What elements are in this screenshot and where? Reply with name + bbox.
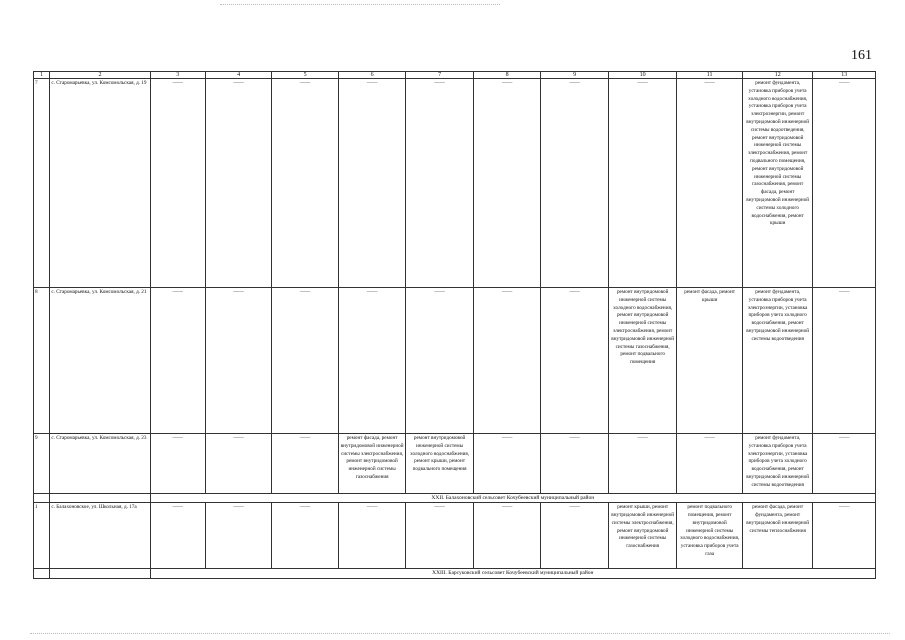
empty-dash: —— [406, 79, 474, 288]
scan-artifact-bottom [30, 632, 890, 634]
empty-dash: —— [473, 503, 541, 569]
empty-dash: —— [150, 288, 205, 434]
row-number: 9 [34, 434, 50, 494]
section-title: XXII. Балахоновский сельсовет Кочубеевский муниципальный район [150, 494, 875, 503]
table-row [34, 434, 876, 494]
table-row [34, 288, 876, 434]
row-address: с. Старомарьевка, ул. Комсомольская, д. 21 [50, 288, 150, 434]
empty-dash: —— [205, 79, 272, 288]
column-number-row [34, 72, 876, 79]
empty-dash: —— [677, 434, 742, 494]
empty-dash: —— [272, 288, 339, 434]
empty-dash: —— [338, 503, 406, 569]
empty-dash: —— [473, 288, 541, 434]
empty-dash: —— [813, 503, 876, 569]
col-header: 13 [813, 72, 876, 79]
empty-dash: —— [608, 434, 677, 494]
empty-dash: —— [813, 434, 876, 494]
empty-dash: —— [541, 79, 609, 288]
empty-dash: —— [541, 503, 609, 569]
col-header: 11 [677, 72, 742, 79]
work-list: ремонт фундамента, установка приборов учета холодного водоснабжения, установка приборов учета электроэнергии, ремонт внутридомовой инженерной системы водоотведения, ремонт внутридомовой инженерной системы электроснабжения, ремонт подвального помещения, ремонт внутридомовой инженерной системы газоснабжения, ремонт фасада, ремонт внутридомовой инженерной системы холодного водоснабжения, ремонт крыши [742, 79, 813, 288]
empty-dash: —— [150, 79, 205, 288]
empty-dash: —— [338, 79, 406, 288]
section-header-row [34, 569, 876, 578]
empty-dash: —— [813, 288, 876, 434]
empty-dash: —— [205, 503, 272, 569]
col-header: 1 [34, 72, 50, 79]
work-list: ремонт фасада, ремонт крыши [677, 288, 742, 434]
empty-dash: —— [473, 79, 541, 288]
scan-artifact-top [220, 0, 500, 5]
empty-dash: —— [473, 434, 541, 494]
col-header: 9 [541, 72, 609, 79]
empty-dash: —— [272, 503, 339, 569]
empty-dash: —— [150, 434, 205, 494]
col-header: 5 [272, 72, 339, 79]
empty-dash: —— [608, 79, 677, 288]
work-list: ремонт крыши, ремонт внутридомовой инженерной системы электроснабжения, ремонт внутридомовой инженерной системы газоснабжения [608, 503, 677, 569]
empty-dash: —— [205, 288, 272, 434]
empty-dash: —— [541, 434, 609, 494]
col-header: 2 [50, 72, 150, 79]
work-list: ремонт подвального помещения, ремонт внутридомовой инженерной системы холодного водоснабжения, установка приборов учета газа [677, 503, 742, 569]
work-list: ремонт фундамента, установка приборов учета электроэнергии, установка приборов учета холодного водоснабжения, ремонт внутридомовой инженерной системы водоотведения [742, 434, 813, 494]
empty-dash: —— [150, 503, 205, 569]
empty-dash: —— [406, 503, 474, 569]
col-header: 7 [406, 72, 474, 79]
row-number: 7 [34, 79, 50, 288]
work-list: ремонт внутридомовой инженерной системы холодного водоснабжения, ремонт крыши, ремонт подвального помещения [406, 434, 474, 494]
page-number: 161 [851, 48, 872, 63]
work-list: ремонт фасада, ремонт фундамента, ремонт внутридомовой инженерной системы теплоснабжения [742, 503, 813, 569]
empty-dash: —— [541, 288, 609, 434]
col-header: 8 [473, 72, 541, 79]
col-header: 6 [338, 72, 406, 79]
empty-dash: —— [338, 288, 406, 434]
section-header-row [34, 494, 876, 503]
col-header: 4 [205, 72, 272, 79]
empty-dash: —— [272, 434, 339, 494]
work-list: ремонт внутридомовой инженерной системы холодного водоснабжения, ремонт внутридомовой инженерной системы электроснабжения, ремонт внутридомовой инженерной системы газоснабжения, ремонт подвального помещения [608, 288, 677, 434]
work-list: ремонт фундамента, установка приборов учета электроэнергии, установка приборов учета холодного водоснабжения, ремонт внутридомовой инженерной системы водоотведения [742, 288, 813, 434]
empty-dash: —— [406, 288, 474, 434]
row-address: с. Старомарьевка, ул. Комсомольская, д. 19 [50, 79, 150, 288]
col-header: 12 [742, 72, 813, 79]
row-address: с. Балахоновское, ул. Школьная, д. 17а [50, 503, 150, 569]
row-number: 8 [34, 288, 50, 434]
empty-dash: —— [677, 79, 742, 288]
row-number: 1 [34, 503, 50, 569]
work-list: ремонт фасада, ремонт внутридомовой инженерной системы электроснабжения, ремонт внутридомовой инженерной системы газоснабжения [338, 434, 406, 494]
col-header: 10 [608, 72, 677, 79]
empty-dash: —— [205, 434, 272, 494]
section-title: XXIII. Барсуковский сельсовет Кочубеевский муниципальный район [150, 569, 875, 578]
empty-dash: —— [813, 79, 876, 288]
table-row [34, 503, 876, 569]
row-address: с. Старомарьевка, ул. Комсомольская, д. 23 [50, 434, 150, 494]
repair-schedule-table [33, 71, 876, 579]
col-header: 3 [150, 72, 205, 79]
table-row [34, 79, 876, 288]
empty-dash: —— [272, 79, 339, 288]
